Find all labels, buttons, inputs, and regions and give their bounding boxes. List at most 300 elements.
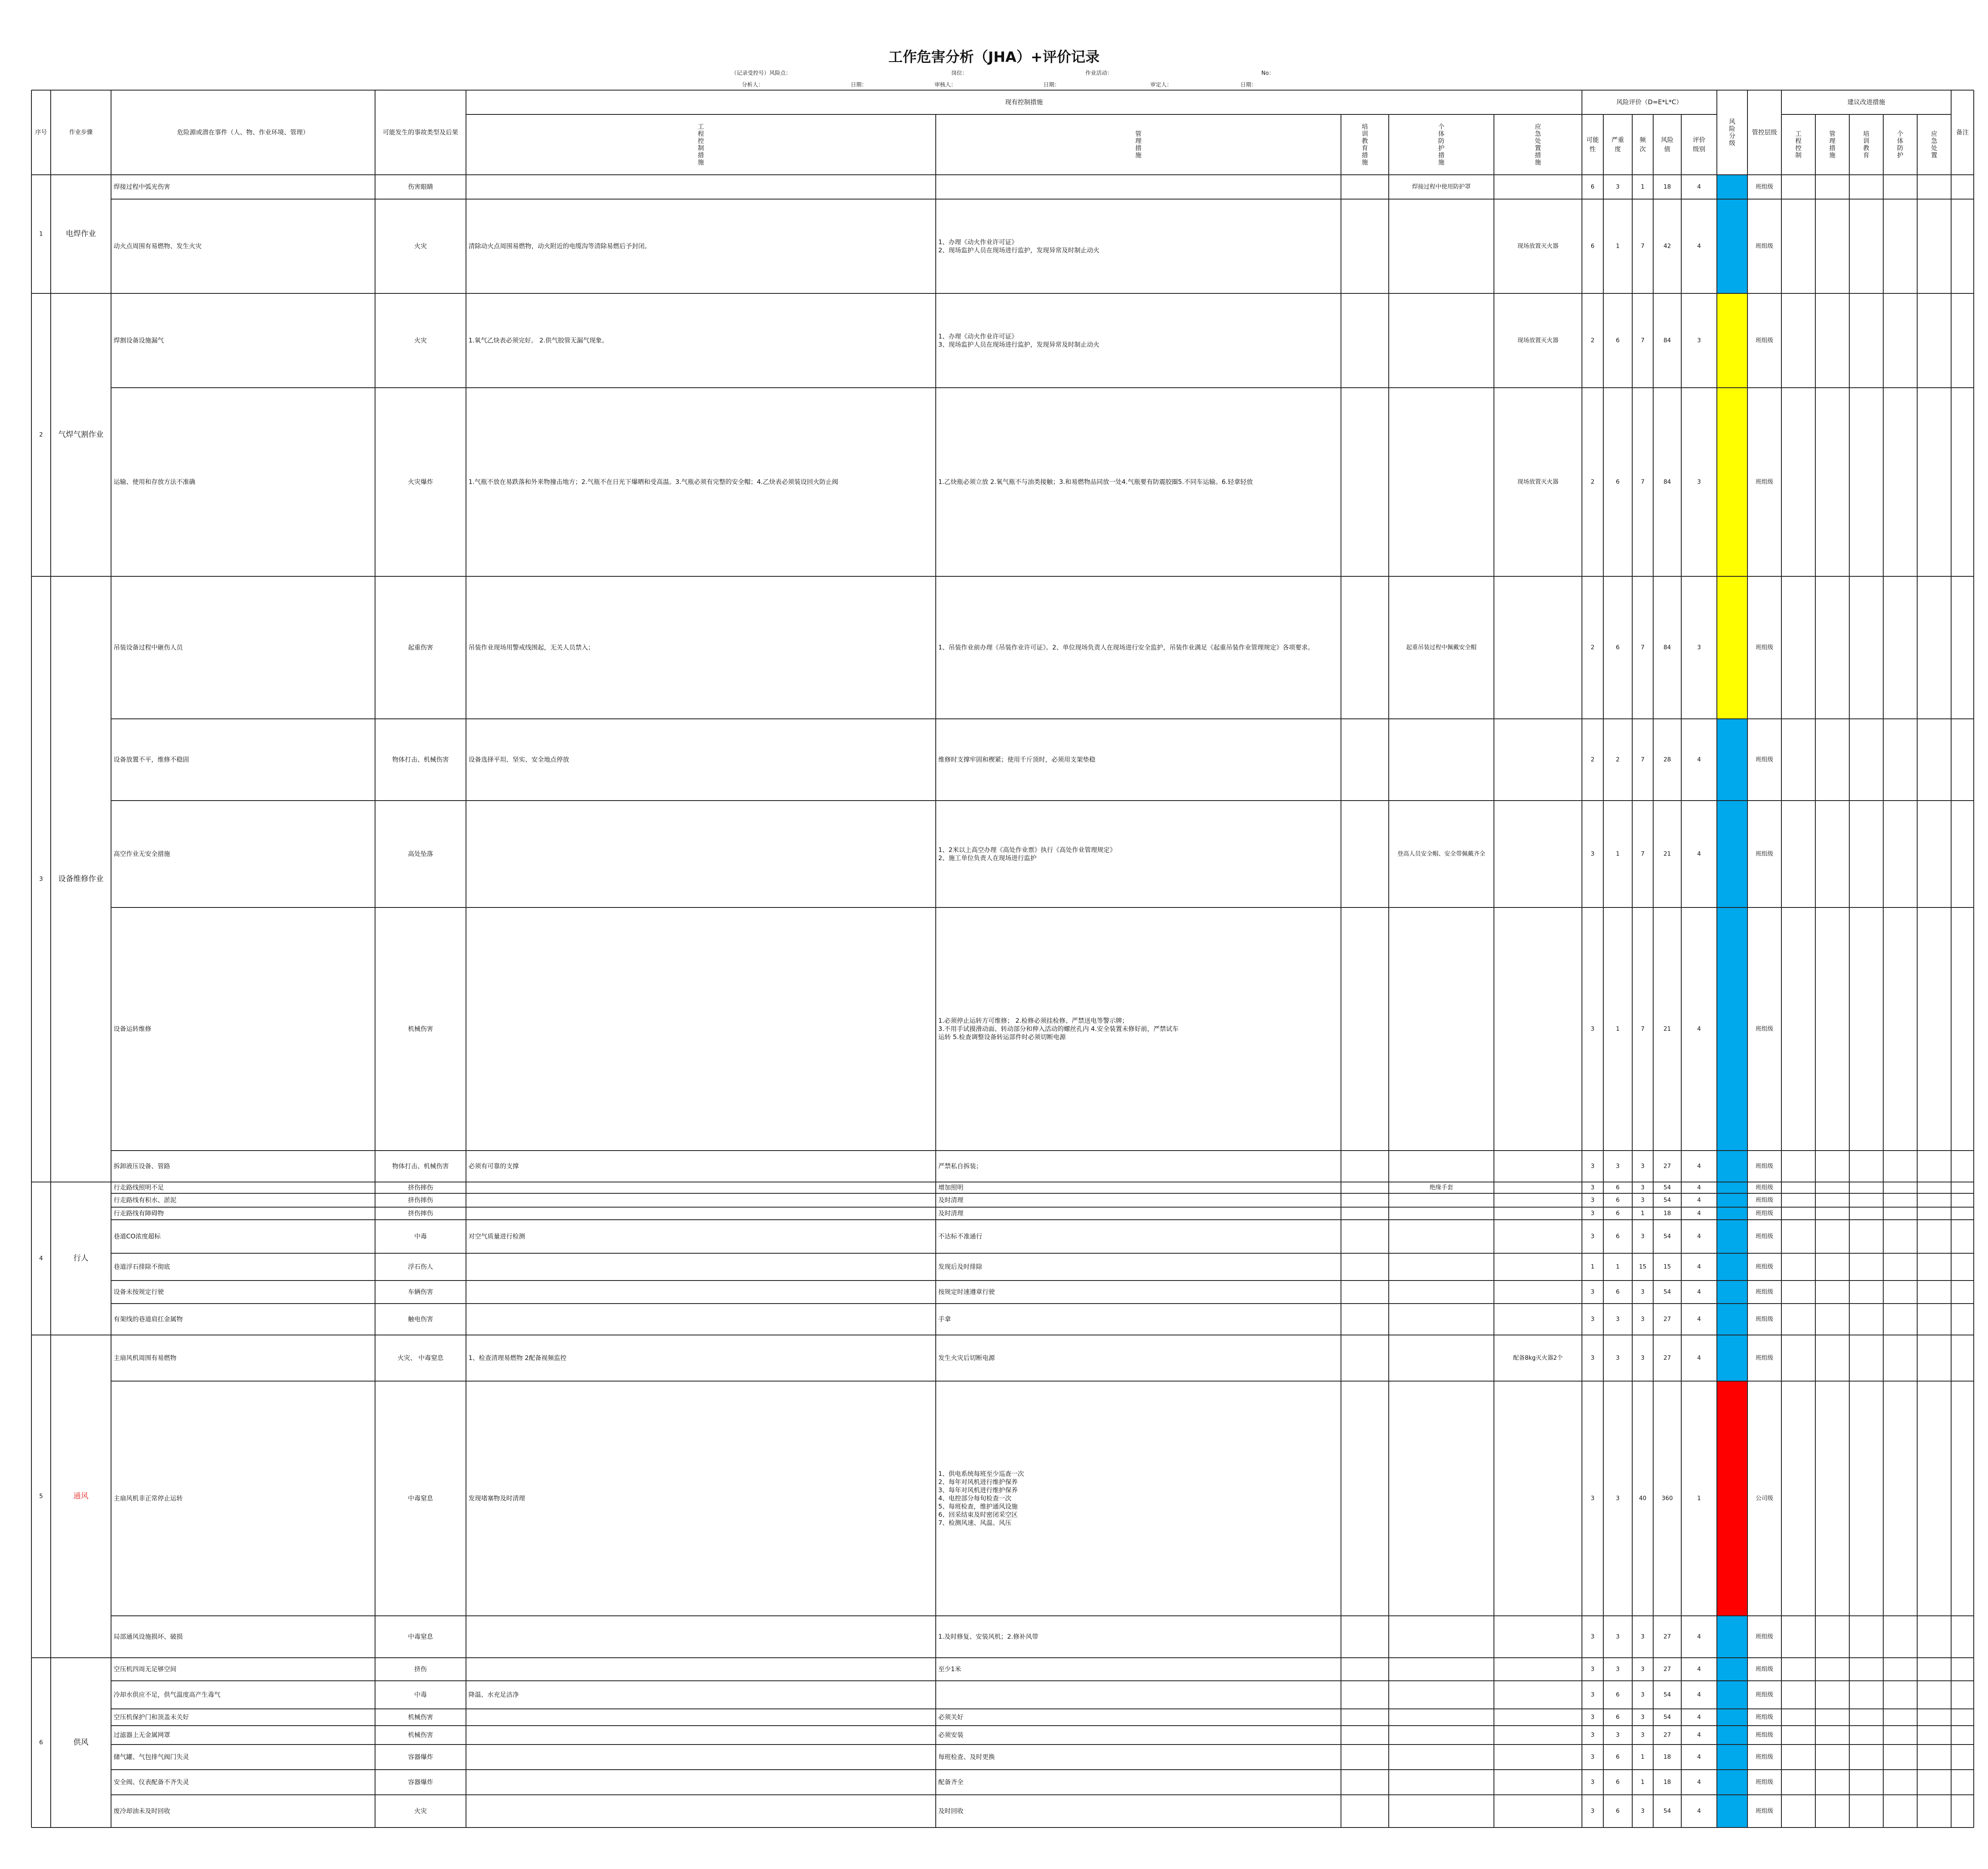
accident-cell: 挤伤摔伤 [408, 1209, 433, 1217]
control-level-cell: 班组级 [1755, 1355, 1773, 1361]
group-seq: 2 [39, 431, 43, 438]
likelihood-cell: 3 [1591, 1233, 1595, 1240]
risk-level-cell [1717, 1304, 1747, 1335]
frequency-cell: 3 [1641, 1163, 1645, 1170]
risk-value-cell: 28 [1663, 756, 1671, 763]
frequency-cell: 1 [1641, 1779, 1645, 1786]
grade-cell: 3 [1697, 479, 1701, 485]
header-training: 培 [1362, 123, 1368, 130]
accident-cell: 中毒 [414, 1232, 427, 1240]
risk-level-cell [1717, 1616, 1747, 1658]
header-risk-value: 风险 [1661, 136, 1674, 144]
risk-value-cell: 27 [1663, 1316, 1671, 1323]
engineering-cell: 1.气瓶不放在易跌落和外来物撞击地方；2.气瓶不在日光下爆晒和受高温。3.气瓶必须有完整的安全帽；4.乙炔表必须装设回火防止阀 [469, 478, 839, 486]
header-suggest-management: 管 [1829, 130, 1836, 137]
control-level-cell: 班组级 [1755, 1197, 1773, 1204]
accident-cell: 中毒 [414, 1691, 427, 1698]
header-frequency: 次 [1639, 145, 1646, 153]
header-suggest-engineering: 制 [1795, 151, 1802, 159]
frequency-cell: 15 [1639, 1263, 1646, 1270]
likelihood-cell: 6 [1591, 184, 1595, 190]
risk-level-cell [1717, 1182, 1747, 1193]
severity-cell: 6 [1616, 644, 1620, 651]
accident-cell: 触电伤害 [408, 1315, 433, 1323]
risk-level-cell [1717, 1658, 1747, 1681]
header-suggest-emergency: 急 [1931, 137, 1938, 145]
header-remark: 备注 [1956, 128, 1969, 136]
risk-value-cell: 84 [1663, 644, 1671, 651]
risk-value-cell: 21 [1663, 1026, 1671, 1032]
severity-cell: 3 [1616, 1355, 1620, 1361]
severity-cell: 3 [1616, 1633, 1620, 1640]
engineering-cell: 清除动火点周围易燃物，动火附近的电缆沟等清除易燃后予封闭。 [469, 242, 651, 250]
severity-cell: 1 [1616, 1263, 1620, 1270]
group-seq: 6 [39, 1739, 43, 1746]
grade-cell: 4 [1697, 1633, 1701, 1640]
risk-level-cell [1717, 907, 1747, 1151]
management-cell: 手拿 [938, 1315, 951, 1323]
header-grade: 级别 [1693, 145, 1706, 153]
severity-cell: 6 [1616, 479, 1620, 485]
accident-cell: 高处坠落 [408, 850, 433, 858]
group-step: 行人 [73, 1254, 88, 1263]
likelihood-cell: 1 [1591, 1263, 1595, 1270]
risk-value-cell: 27 [1663, 1666, 1671, 1673]
ppe-cell: 起重吊装过程中佩戴安全帽 [1406, 644, 1477, 651]
likelihood-cell: 3 [1591, 1184, 1595, 1191]
management-cell: 及时清理 [938, 1209, 964, 1217]
risk-value-cell: 18 [1663, 1754, 1671, 1760]
severity-cell: 6 [1616, 1288, 1620, 1296]
meta-field: 日期： [851, 82, 867, 88]
hazard-cell: 吊装设备过程中砸伤人员 [114, 643, 183, 651]
likelihood-cell: 3 [1591, 1316, 1595, 1323]
management-cell: 必须关好 [938, 1713, 964, 1721]
likelihood-cell: 2 [1591, 479, 1595, 485]
accident-cell: 机械伤害 [408, 1025, 433, 1033]
header-training: 措 [1362, 151, 1368, 159]
likelihood-cell: 2 [1591, 644, 1595, 651]
frequency-cell: 3 [1641, 1197, 1645, 1204]
frequency-cell: 7 [1641, 479, 1645, 485]
grade-cell: 4 [1697, 1263, 1701, 1270]
risk-level-cell [1717, 1220, 1747, 1253]
emergency-cell: 现场放置灭火器 [1517, 337, 1558, 344]
risk-level-cell [1717, 175, 1747, 199]
control-level-cell: 公司级 [1755, 1495, 1773, 1502]
risk-level-cell [1717, 1253, 1747, 1281]
meta-field: No： [1261, 70, 1274, 77]
grade-cell: 4 [1697, 1210, 1701, 1217]
grade-cell: 4 [1697, 1316, 1701, 1323]
frequency-cell: 3 [1641, 1691, 1645, 1698]
management-cell: 3.不用手试摸滑动面、转动部分和伸入活动的螺丝孔内 4.安全装置未修好前，严禁试车 [938, 1025, 1179, 1033]
grade-cell: 4 [1697, 1197, 1701, 1204]
header-training: 育 [1362, 144, 1368, 152]
header-risk-level: 分 [1729, 132, 1736, 140]
severity-cell: 6 [1616, 1210, 1620, 1217]
grade-cell: 4 [1697, 1754, 1701, 1760]
grade-cell: 4 [1697, 1691, 1701, 1698]
accident-cell: 火灾 [414, 337, 427, 344]
header-suggest-management: 措 [1829, 144, 1836, 152]
header-risk-value: 值 [1664, 145, 1671, 153]
ppe-cell: 绝缘手套 [1429, 1184, 1453, 1191]
header-training: 训 [1362, 130, 1368, 137]
header-step: 作业步骤 [69, 129, 93, 136]
header-management: 措 [1135, 144, 1142, 152]
likelihood-cell: 3 [1591, 1779, 1595, 1786]
accident-cell: 车辆伤害 [408, 1288, 433, 1296]
meta-field: 分析人： [742, 82, 764, 88]
likelihood-cell: 2 [1591, 337, 1595, 344]
header-suggest-training: 育 [1863, 151, 1870, 159]
hazard-cell: 冷却水供应不足，供气温度高产生毒气 [114, 1691, 221, 1698]
risk-value-cell: 42 [1663, 243, 1671, 250]
frequency-cell: 3 [1641, 1633, 1645, 1640]
header-likelihood: 可能 [1586, 136, 1599, 144]
header-emergency: 措 [1535, 151, 1541, 159]
severity-cell: 6 [1616, 1197, 1620, 1204]
frequency-cell: 3 [1641, 1233, 1645, 1240]
grade-cell: 1 [1697, 1495, 1701, 1502]
grade-cell: 4 [1697, 1184, 1701, 1191]
frequency-cell: 3 [1641, 1808, 1645, 1815]
hazard-cell: 过滤器上无金属网罩 [114, 1731, 171, 1739]
frequency-cell: 3 [1641, 1666, 1645, 1673]
control-level-cell: 班组级 [1755, 184, 1773, 190]
header-hazard: 危险源或潜在事件（人、物、作业环境、管理） [177, 128, 309, 136]
management-cell: 发生火灾后切断电源 [938, 1354, 995, 1362]
risk-level-cell [1717, 1193, 1747, 1207]
hazard-cell: 行走路线有积水、淤泥 [114, 1196, 177, 1204]
header-engineering: 施 [697, 158, 704, 166]
accident-cell: 容器爆炸 [408, 1778, 433, 1786]
risk-value-cell: 84 [1663, 479, 1671, 485]
likelihood-cell: 3 [1591, 1288, 1595, 1296]
accident-cell: 火灾 [414, 242, 427, 250]
page-title: 工作危害分析（JHA）+评价记录 [888, 49, 1100, 66]
management-cell: 必须安装 [938, 1731, 964, 1739]
risk-level-cell [1717, 388, 1747, 576]
risk-value-cell: 18 [1663, 1210, 1671, 1217]
frequency-cell: 3 [1641, 1732, 1645, 1739]
accident-cell: 火灾 [414, 1807, 427, 1815]
accident-cell: 物体打击、机械伤害 [392, 756, 449, 763]
meta-field: 审定人： [1150, 82, 1173, 88]
header-management: 施 [1135, 151, 1142, 159]
frequency-cell: 3 [1641, 1316, 1645, 1323]
accident-cell: 浮石伤人 [408, 1263, 433, 1270]
control-level-cell: 班组级 [1755, 756, 1773, 763]
frequency-cell: 7 [1641, 850, 1645, 858]
severity-cell: 3 [1616, 184, 1620, 190]
header-emergency: 施 [1535, 158, 1541, 166]
risk-level-cell [1717, 1681, 1747, 1709]
header-suggest-ppe: 护 [1897, 151, 1904, 159]
management-cell: 配备齐全 [938, 1778, 964, 1786]
hazard-cell: 拆卸液压设备、管路 [114, 1162, 171, 1170]
risk-level-cell [1717, 1745, 1747, 1770]
hazard-cell: 巷道CO浓度超标 [114, 1232, 161, 1240]
control-level-cell: 班组级 [1755, 1714, 1773, 1721]
header-engineering: 措 [697, 151, 704, 159]
hazard-cell: 行走路线照明不足 [114, 1184, 164, 1191]
grade-cell: 4 [1697, 850, 1701, 858]
header-suggest-engineering: 程 [1795, 137, 1802, 145]
hazard-cell: 空压机四周无足够空间 [114, 1665, 177, 1673]
control-level-cell: 班组级 [1755, 1233, 1773, 1240]
likelihood-cell: 3 [1591, 1633, 1595, 1640]
control-level-cell: 班组级 [1755, 1754, 1773, 1760]
risk-level-cell [1717, 1770, 1747, 1795]
risk-value-cell: 84 [1663, 337, 1671, 344]
header-ppe: 护 [1438, 144, 1445, 152]
control-level-cell: 班组级 [1755, 1026, 1773, 1032]
header-suggest-management: 施 [1829, 151, 1836, 159]
header-suggest-training: 训 [1863, 137, 1870, 145]
meta-field: 作业活动： [1085, 70, 1113, 77]
management-cell: 7、检测风速、风温、风压 [938, 1519, 1012, 1527]
meta-field: （记录受控号）风险点： [731, 70, 792, 77]
management-cell: 每班检查、及时更换 [938, 1753, 995, 1761]
hazard-cell: 运输、使用和存放方法不准确 [114, 478, 196, 486]
severity-cell: 3 [1616, 1732, 1620, 1739]
header-existing-controls: 现有控制措施 [1005, 98, 1043, 106]
frequency-cell: 7 [1641, 644, 1645, 651]
risk-value-cell: 54 [1663, 1184, 1671, 1191]
hazard-cell: 设备运转维修 [114, 1025, 152, 1033]
group-step: 电焊作业 [66, 229, 96, 238]
header-training: 教 [1362, 137, 1368, 145]
accident-cell: 火灾爆炸 [408, 478, 433, 486]
management-cell: 发现后及时排除 [938, 1263, 983, 1270]
header-suggest-management: 理 [1829, 137, 1836, 145]
header-suggest-engineering: 控 [1795, 144, 1802, 152]
likelihood-cell: 3 [1591, 1355, 1595, 1361]
severity-cell: 3 [1616, 1163, 1620, 1170]
control-level-cell: 班组级 [1755, 337, 1773, 344]
management-cell: 1、吊装作业前办理《吊装作业许可证》。2、单位现场负责人在现场进行安全监护，吊装作业满足《起重吊装作业管理规定》各项要求。 [938, 643, 1314, 651]
grade-cell: 4 [1697, 1288, 1701, 1296]
grade-cell: 4 [1697, 1808, 1701, 1815]
severity-cell: 6 [1616, 1779, 1620, 1786]
risk-value-cell: 27 [1663, 1355, 1671, 1361]
grade-cell: 4 [1697, 1714, 1701, 1721]
severity-cell: 6 [1616, 1754, 1620, 1760]
frequency-cell: 7 [1641, 337, 1645, 344]
control-level-cell: 班组级 [1755, 1666, 1773, 1673]
hazard-cell: 焊接过程中弧光伤害 [114, 183, 171, 191]
emergency-cell: 现场放置灭火器 [1517, 243, 1558, 250]
risk-value-cell: 360 [1662, 1495, 1673, 1502]
control-level-cell: 班组级 [1755, 1732, 1773, 1739]
grade-cell: 4 [1697, 1666, 1701, 1673]
group-seq: 5 [39, 1493, 43, 1500]
hazard-cell: 空压机保护门和顶盖未关好 [114, 1713, 189, 1721]
grade-cell: 4 [1697, 243, 1701, 250]
grade-cell: 4 [1697, 1163, 1701, 1170]
likelihood-cell: 3 [1591, 1666, 1595, 1673]
frequency-cell: 40 [1639, 1495, 1646, 1502]
frequency-cell: 1 [1641, 1210, 1645, 1217]
header-risk-level: 级 [1729, 139, 1736, 147]
risk-level-cell [1717, 199, 1747, 293]
likelihood-cell: 3 [1591, 850, 1595, 858]
risk-value-cell: 27 [1663, 1163, 1671, 1170]
header-grade: 评价 [1693, 136, 1706, 144]
likelihood-cell: 3 [1591, 1210, 1595, 1217]
severity-cell: 3 [1616, 1316, 1620, 1323]
likelihood-cell: 3 [1591, 1197, 1595, 1204]
header-ppe: 个 [1438, 123, 1445, 130]
frequency-cell: 3 [1641, 1355, 1645, 1361]
control-level-cell: 班组级 [1755, 243, 1773, 250]
risk-value-cell: 27 [1663, 1732, 1671, 1739]
accident-cell: 机械伤害 [408, 1713, 433, 1721]
risk-level-cell [1717, 1207, 1747, 1220]
group-step: 供风 [73, 1738, 88, 1747]
risk-level-cell [1717, 1795, 1747, 1828]
control-level-cell: 班组级 [1755, 644, 1773, 651]
header-seq: 序号 [35, 129, 47, 136]
hazard-cell: 高空作业无安全措施 [114, 850, 171, 858]
header-severity: 严重 [1611, 136, 1624, 144]
frequency-cell: 3 [1641, 1714, 1645, 1721]
accident-cell: 中毒窒息 [408, 1494, 433, 1502]
grade-cell: 4 [1697, 1233, 1701, 1240]
accident-cell: 火灾、 中毒窒息 [397, 1354, 444, 1362]
risk-level-cell [1717, 719, 1747, 801]
risk-value-cell: 54 [1663, 1808, 1671, 1815]
risk-value-cell: 54 [1663, 1233, 1671, 1240]
header-suggest-ppe: 个 [1897, 130, 1904, 137]
management-cell: 1.乙炔瓶必须立放 2.氧气瓶不与油类接触；3.和易燃物品同放一处4.气瓶要有防震胶圈5.不同车运输。6.轻拿轻放 [938, 478, 1253, 486]
meta-field: 岗位： [951, 70, 968, 77]
likelihood-cell: 3 [1591, 1808, 1595, 1815]
engineering-cell: 设备选择平坦、坚实、安全地点停放 [469, 756, 569, 763]
hazard-cell: 安全阀、仪表配备不齐失灵 [114, 1778, 189, 1786]
hazard-cell: 废冷却油未及时回收 [114, 1807, 171, 1815]
management-cell: 增加照明 [938, 1184, 964, 1191]
grade-cell: 4 [1697, 184, 1701, 190]
group-step: 气焊气割作业 [58, 430, 104, 439]
header-emergency: 急 [1535, 130, 1541, 137]
hazard-cell: 局部通风设施损坏、破损 [114, 1633, 183, 1641]
hazard-cell: 储气罐、气包排气阀门失灵 [114, 1753, 189, 1761]
severity-cell: 3 [1616, 1666, 1620, 1673]
emergency-cell: 配备8kg灭火器2个 [1513, 1355, 1563, 1361]
severity-cell: 6 [1616, 1184, 1620, 1191]
engineering-cell: 必须有可靠的支撑 [469, 1162, 519, 1170]
management-cell: 6、回采结束及时密闭采空区 [938, 1511, 1018, 1519]
likelihood-cell: 3 [1591, 1026, 1595, 1032]
meta-field: 日期： [1240, 82, 1257, 88]
likelihood-cell: 2 [1591, 756, 1595, 763]
accident-cell: 物体打击、机械伤害 [392, 1162, 449, 1170]
accident-cell: 起重伤害 [408, 643, 433, 651]
accident-cell: 挤伤 [414, 1665, 427, 1673]
frequency-cell: 3 [1641, 1184, 1645, 1191]
group-seq: 4 [39, 1255, 43, 1262]
risk-value-cell: 15 [1663, 1263, 1671, 1270]
grade-cell: 4 [1697, 1026, 1701, 1032]
accident-cell: 容器爆炸 [408, 1753, 433, 1761]
header-suggest-ppe: 体 [1897, 137, 1904, 145]
header-management: 理 [1135, 137, 1142, 145]
grade-cell: 4 [1697, 1732, 1701, 1739]
header-accident: 可能发生的事故类型及后果 [383, 128, 458, 136]
management-cell: 至少1米 [938, 1665, 961, 1673]
hazard-cell: 主扇风机非正常停止运转 [114, 1494, 183, 1502]
severity-cell: 6 [1616, 1714, 1620, 1721]
management-cell: 1、供电系统每班至少巡查一次 [938, 1470, 1024, 1478]
management-cell: 2、每年对风机进行维护保养 [938, 1478, 1018, 1486]
header-suggest-emergency: 应 [1931, 130, 1938, 137]
accident-cell: 伤害眼睛 [408, 183, 433, 191]
control-level-cell: 班组级 [1755, 1288, 1773, 1296]
severity-cell: 6 [1616, 1691, 1620, 1698]
risk-value-cell: 54 [1663, 1714, 1671, 1721]
header-emergency: 应 [1535, 123, 1541, 130]
group-seq: 3 [39, 876, 43, 883]
accident-cell: 挤伤摔伤 [408, 1196, 433, 1204]
header-suggest-engineering: 工 [1795, 130, 1802, 137]
header-ppe: 防 [1438, 137, 1445, 145]
control-level-cell: 班组级 [1755, 1691, 1773, 1698]
meta-field: 日期： [1043, 82, 1060, 88]
grade-cell: 4 [1697, 1779, 1701, 1786]
header-frequency: 频 [1639, 136, 1646, 144]
frequency-cell: 1 [1641, 184, 1645, 190]
group-seq: 1 [39, 231, 43, 238]
management-cell: 1、办理《动火作业许可证》 [938, 332, 1018, 340]
header-suggest-training: 教 [1863, 144, 1870, 152]
header-suggest-ppe: 防 [1897, 144, 1904, 152]
control-level-cell: 班组级 [1755, 479, 1773, 485]
hazard-cell: 行走路线有障碍物 [114, 1209, 164, 1217]
hazard-cell: 动火点周围有易燃物、发生火灾 [114, 242, 202, 250]
management-cell: 5、每班检查，维护通风设施 [938, 1503, 1018, 1510]
management-cell: 2、现场监护人员在现场进行监护，发现异常及时制止动火 [938, 246, 1100, 254]
severity-cell: 1 [1616, 850, 1620, 858]
header-engineering: 工 [697, 123, 704, 130]
control-level-cell: 班组级 [1755, 1263, 1773, 1270]
header-risk-level: 风 [1729, 118, 1736, 125]
hazard-cell: 焊割设备设施漏气 [114, 337, 164, 344]
engineering-cell: 降温、水充足洁净 [469, 1691, 519, 1698]
control-level-cell: 班组级 [1755, 1184, 1773, 1191]
header-ppe: 措 [1438, 151, 1445, 159]
management-cell: 运转 5.检查调整设备转运部件时必须切断电源 [938, 1033, 1066, 1041]
control-level-cell: 班组级 [1755, 1808, 1773, 1815]
meta-field: 审核人： [934, 82, 957, 88]
risk-value-cell: 54 [1663, 1197, 1671, 1204]
engineering-cell: 1.氧气乙炔表必须完好。 2.供气胶管无漏气现象。 [469, 337, 608, 344]
management-cell: 4、电控部分每旬检查一次 [938, 1494, 1012, 1502]
engineering-cell: 对空气质量进行检测 [469, 1232, 525, 1240]
frequency-cell: 1 [1641, 1754, 1645, 1760]
risk-level-cell [1717, 576, 1747, 719]
risk-level-cell [1717, 1726, 1747, 1745]
control-level-cell: 班组级 [1755, 1210, 1773, 1217]
header-risk-eval: 风险评价（D=E*L*C） [1616, 98, 1683, 106]
likelihood-cell: 3 [1591, 1495, 1595, 1502]
likelihood-cell: 3 [1591, 1732, 1595, 1739]
header-ppe: 施 [1438, 158, 1445, 166]
severity-cell: 2 [1616, 756, 1620, 763]
likelihood-cell: 3 [1591, 1754, 1595, 1760]
